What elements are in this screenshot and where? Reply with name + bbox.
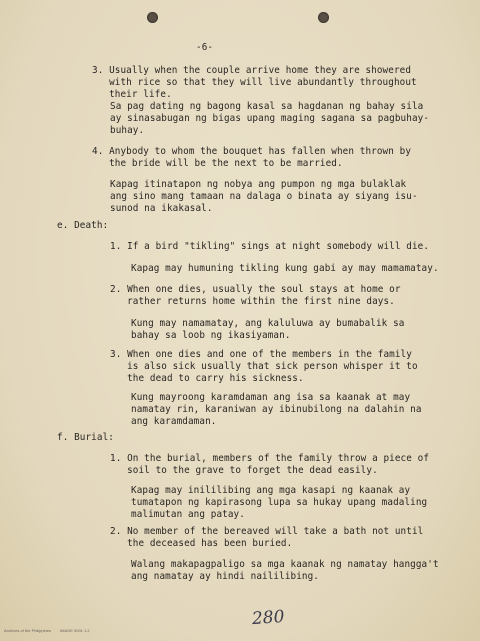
- paragraph-d3-en: 3. When one dies and one of the members in the family is also sick usually that sick person whisper it to the dead to carry his sickness.: [110, 349, 418, 384]
- paragraph-i3-en: 3. Usually when the couple arrive home they are showered with rice so that they will live abundantly throughout their life.: [92, 65, 417, 100]
- paragraph-d2-tl: Kung may namamatay, ang kaluluwa ay bumabalik sa bahay sa loob ng ikasiyaman.: [131, 318, 405, 341]
- paragraph-d3-tl: Kung mayroong karamdaman ang isa sa kaanak at may namatay rin, karaniwan ay ibinubilong na dalahin na ang karamdaman.: [131, 392, 422, 427]
- paragraph-b2-tl: Walang makapagpaligo sa mga kaanak ng namatay hangga't ang namatay ay hindi naililibing.: [131, 559, 439, 582]
- punch-hole-left: [147, 12, 158, 23]
- paragraph-burial-head: f. Burial:: [57, 432, 114, 443]
- punch-hole-right: [318, 12, 329, 23]
- paragraph-d2-en: 2. When one dies, usually the soul stays at home or rather returns home within the first nine days.: [110, 284, 401, 307]
- paragraph-death-head: e. Death:: [57, 220, 109, 231]
- paragraph-d1-tl: Kapag may humuning tikling kung gabi ay may mamamatay.: [131, 263, 439, 274]
- page-number: -6-: [196, 42, 214, 53]
- paragraph-i4-en: 4. Anybody to whom the bouquet has fallen when thrown by the bride will be the next to be married.: [92, 146, 412, 169]
- paragraph-d1-en: 1. If a bird "tikling" sings at night somebody will die.: [110, 241, 430, 252]
- handwritten-page-number: 280: [251, 606, 286, 630]
- paragraph-b1-en: 1. On the burial, members of the family throw a piece of soil to the grave to forget the dead easily.: [110, 453, 430, 476]
- paragraph-b2-en: 2. No member of the bereaved will take a bath not until the deceased has been buried.: [110, 526, 424, 549]
- paragraph-b1-tl: Kapag may inililibing ang mga kasapi ng kaanak ay tumatapon ng kapirasong lupa sa hukay upang madaling malimutan ang patay.: [131, 485, 428, 520]
- paragraph-i3-tl: Sa pag dating ng bagong kasal sa hagdanan ng bahay sila ay sinasabugan ng bigas upang maging sagana sa pagbuhay- buhay.: [110, 101, 430, 136]
- footer-right: IMAGE 0001 1.2: [60, 628, 90, 633]
- footer-left: Archives of the Philippines: [4, 628, 51, 633]
- paragraph-i4-tl: Kapag itinatapon ng nobya ang pumpon ng mga bulaklak ang sino mang tamaan na dalaga o binata ay siyang isu- sunod na ikakasal.: [110, 179, 418, 214]
